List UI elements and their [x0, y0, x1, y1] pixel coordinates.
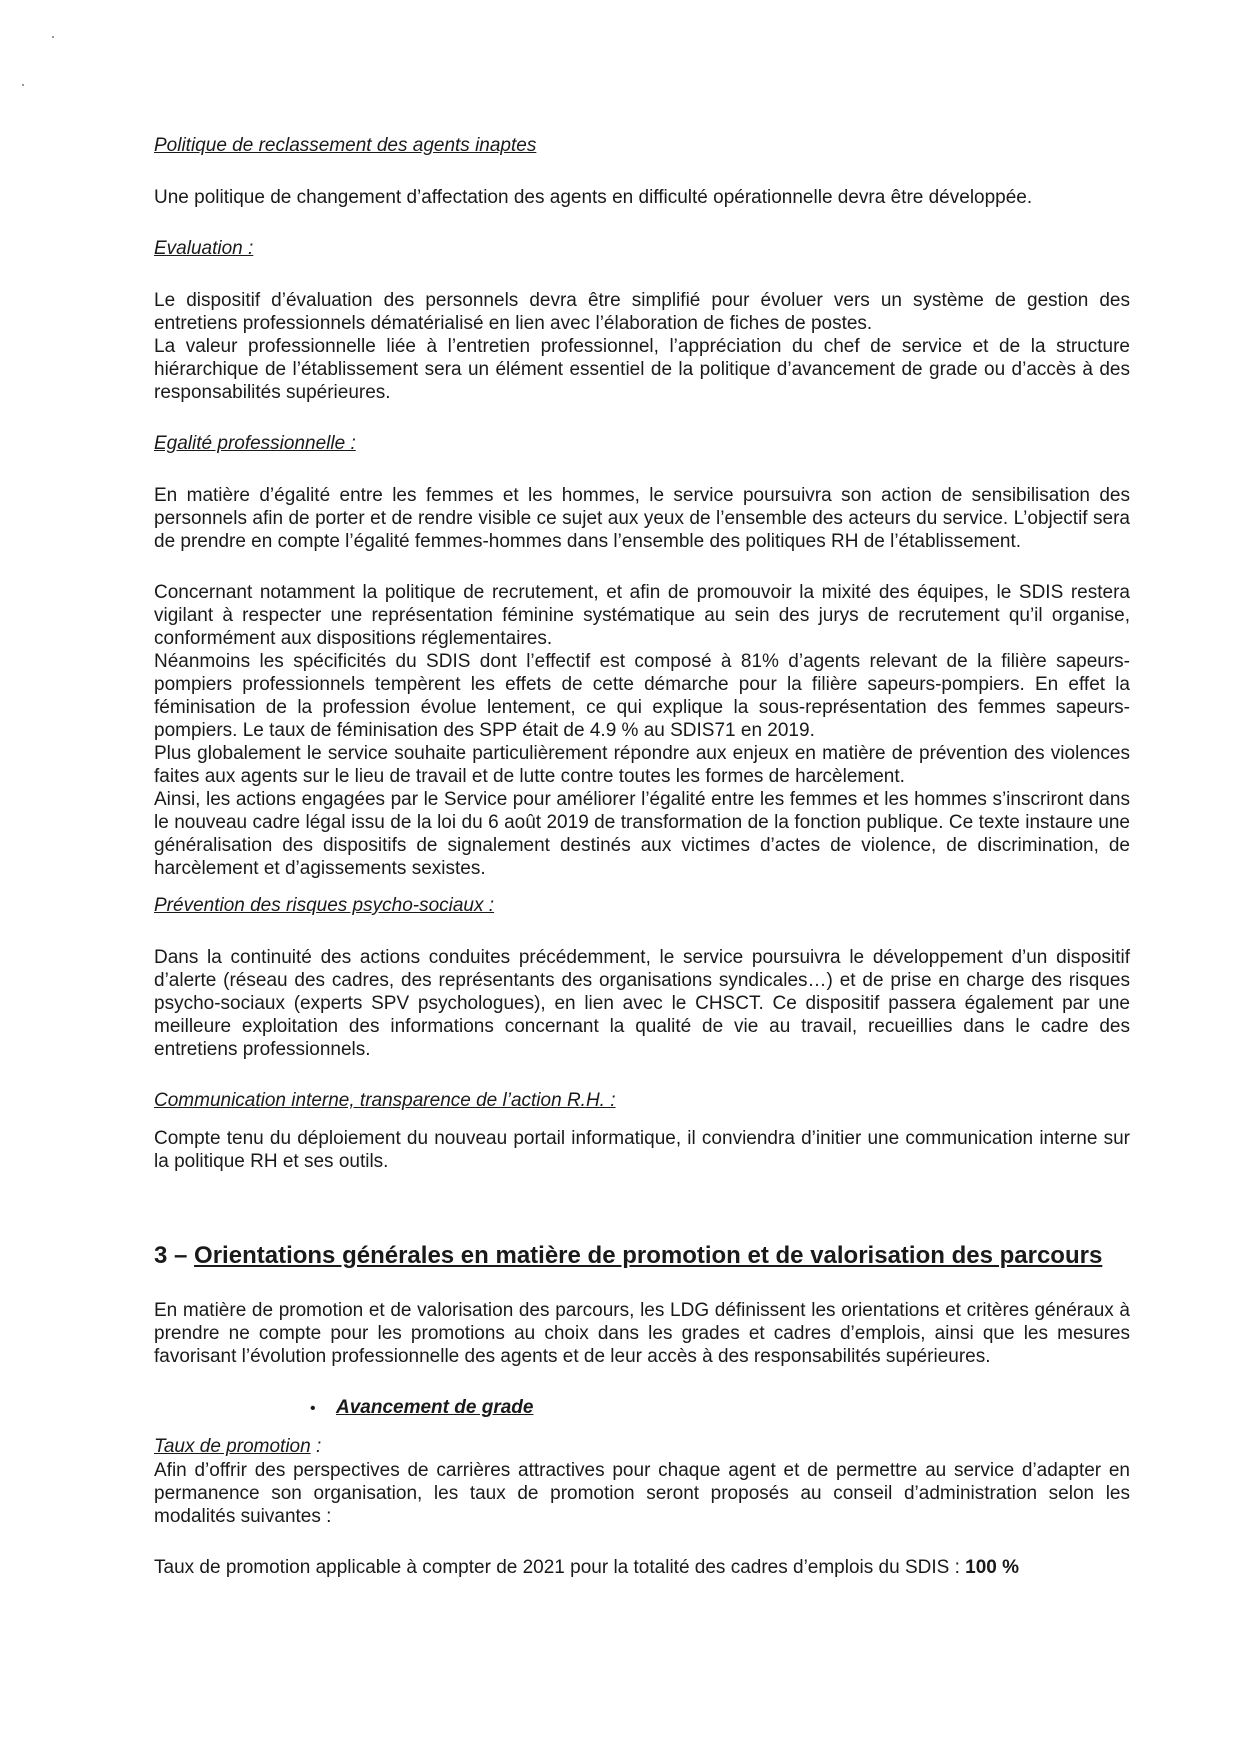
bullet-icon: •	[310, 1400, 316, 1417]
chapter-3-number: 3 –	[154, 1242, 188, 1269]
paragraph-egalite-5: Ainsi, les actions engagées par le Service pour améliorer l’égalité entre les femmes et les hommes s’inscriront dans le nouveau cadre légal issu de la loi du 6 août 2019 de transformation de la fonction publique. Ce texte instaure une généralisation des dispositifs de signalement destinés aux victimes d’actes de violence, de discrimination, de harcèlement et d’agissements sexistes.	[154, 789, 1130, 879]
heading-evaluation: Evaluation :	[154, 238, 254, 259]
chapter-3-title-text: Orientations générales en matière de promotion et de valorisation des parcours	[194, 1242, 1103, 1269]
paragraph-rps: Dans la continuité des actions conduites précédemment, le service poursuivra le développement d’un dispositif d’alerte (réseau des cadres, des représentants des organisations syndicales…) et de prise en charge des risques psycho-sociaux (experts SPV psychologues), en lien avec le CHSCT. Ce dispositif passera également par une meilleure exploitation des informations concernant la qualité de vie au travail, recueillies dans le cadre des entretiens professionnels.	[154, 947, 1130, 1060]
document-body	[154, 134, 1130, 1580]
heading-taux-suffix: :	[310, 1436, 322, 1457]
heading-reclassement: Politique de reclassement des agents inaptes	[154, 135, 537, 156]
paragraph-egalite-2: Concernant notamment la politique de recrutement, et afin de promouvoir la mixité des équipes, le SDIS restera vigilant à respecter une représentation féminine systématique au sein des jurys de recrutement qu’il organise, conformément aux dispositions réglementaires.	[154, 582, 1130, 649]
bullet-label: Avancement de grade	[336, 1397, 534, 1418]
paragraph-reclassement: Une politique de changement d’affectation des agents en difficulté opérationnelle devra être développée.	[154, 187, 1033, 208]
chapter-3-title	[154, 1241, 1130, 1271]
chapter-3-intro: En matière de promotion et de valorisation des parcours, les LDG définissent les orientations et critères généraux à prendre ne compte pour les promotions au choix dans les grades et cadres d’emplois, ainsi que les mesures favorisant l’évolution professionnelle des agents et de leur accès à des responsabilités supérieures.	[154, 1300, 1130, 1367]
paragraph-evaluation-1: Le dispositif d’évaluation des personnels devra être simplifié pour évoluer vers un système de gestion des entretiens professionnels dématérialisé en lien avec l’élaboration de fiches de postes.	[154, 290, 1130, 334]
taux-final-value: 100 %	[965, 1557, 1020, 1578]
paragraph-taux: Afin d’offrir des perspectives de carrières attractives pour chaque agent et de permettre au service d’adapter en permanence son organisation, les taux de promotion seront proposés au conseil d’administration selon les modalités suivantes :	[154, 1460, 1130, 1527]
paragraph-evaluation-2: La valeur professionnelle liée à l’entretien professionnel, l’appréciation du chef de service et de la structure hiérarchique de l’établissement sera un élément essentiel de la politique d’avancement de grade ou d’accès à des responsabilités supérieures.	[154, 336, 1130, 403]
scan-speck	[52, 36, 54, 38]
paragraph-egalite-4: Plus globalement le service souhaite particulièrement répondre aux enjeux en matière de prévention des violences faites aux agents sur le lieu de travail et de lutte contre toutes les formes de harcèlement.	[154, 743, 1130, 787]
heading-taux-de-promotion	[154, 1435, 1130, 1459]
paragraph-egalite-1: En matière d’égalité entre les femmes et les hommes, le service poursuivra son action de sensibilisation des personnels afin de porter et de rendre visible ce sujet aux yeux de l’ensemble des acteurs du service. L’objectif sera de prendre en compte l’égalité femmes-hommes dans l’ensemble des politiques RH de l’établissement.	[154, 485, 1130, 552]
heading-egalite: Egalité professionnelle :	[154, 433, 356, 454]
paragraph-egalite-3: Néanmoins les spécificités du SDIS dont l’effectif est composé à 81% d’agents relevant de la filière sapeurs-pompiers professionnels tempèrent les effets de cette démarche pour la filière sapeurs-pompiers. En effet la féminisation de la profession évolue lentement, ce qui explique la sous-représentation des femmes sapeurs-pompiers. Le taux de féminisation des SPP était de 4.9 % au SDIS71 en 2019.	[154, 651, 1130, 741]
heading-taux-text: Taux de promotion	[154, 1436, 311, 1457]
heading-communication: Communication interne, transparence de l’action R.H. :	[154, 1090, 616, 1111]
heading-rps: Prévention des risques psycho-sociaux :	[154, 895, 495, 916]
taux-final-line	[154, 1556, 1130, 1580]
taux-final-text: Taux de promotion applicable à compter de 2021 pour la totalité des cadres d’emplois du SDIS :	[154, 1557, 966, 1578]
paragraph-communication: Compte tenu du déploiement du nouveau portail informatique, il conviendra d’initier une communication interne sur la politique RH et ses outils.	[154, 1128, 1130, 1172]
bullet-avancement-de-grade	[154, 1396, 1130, 1421]
scan-speck	[22, 84, 24, 86]
